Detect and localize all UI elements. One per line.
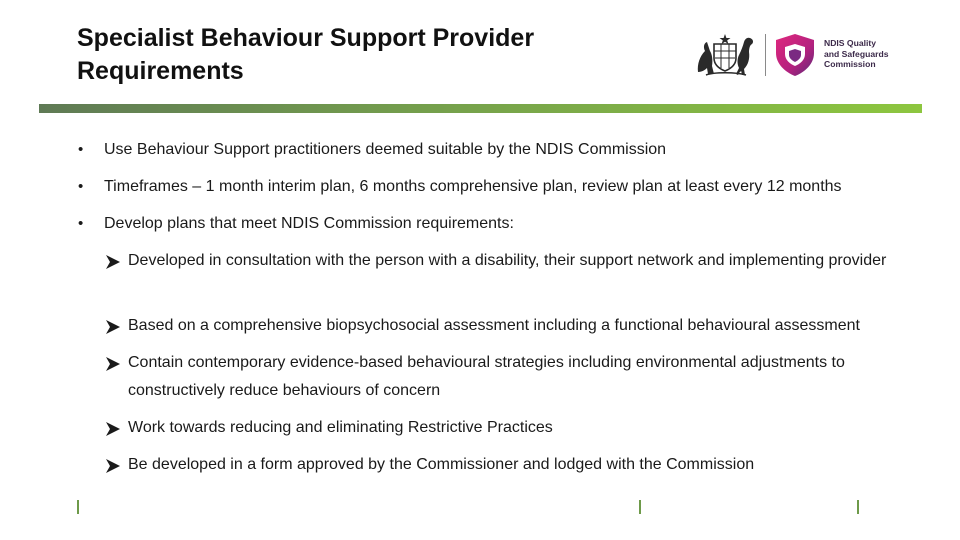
sub-bullet-item [104,247,924,275]
bullet-dot: • [78,178,84,195]
arrow-bullet-icon [104,414,126,442]
arrow-bullet-icon [104,451,126,479]
ndis-wordmark-line-1: NDIS Quality [824,38,877,48]
sub-bullet-item [104,312,924,340]
ndis-wordmark-line-2: and Safeguards [824,48,889,59]
sub-bullet-text: Based on a comprehensive biopsychosocial assessment including a functional behavioural assessment [128,317,860,334]
sub-bullet-text: Contain contemporary evidence-based behavioural strategies including environmental adjustments to constructively reduce behaviours of concern [128,354,845,399]
footer-tick-mark [639,500,641,514]
sub-bullet-item [104,414,924,442]
sub-bullet-text: Work towards reducing and eliminating Restrictive Practices [128,419,553,436]
bullet-text: Use Behaviour Support practitioners deemed suitable by the NDIS Commission [104,141,667,158]
footer-tick-mark [857,500,859,514]
footer-tick-mark [77,500,79,514]
arrow-bullet-icon [104,349,126,377]
slide-title-line-2: Requirements [77,57,244,85]
slide-title-line-1: Specialist Behaviour Support Provider [77,24,535,52]
bullet-dot: • [78,141,84,158]
sub-bullet-item [104,451,924,479]
sub-bullet-text: Be developed in a form approved by the Commissioner and lodged with the Commission [128,456,755,473]
arrow-bullet-icon [104,312,126,340]
arrow-bullet-icon [104,247,126,275]
ndis-wordmark-line-3: Commission [824,59,876,69]
sub-bullet-item [104,349,924,405]
bullet-text: Timeframes – 1 month interim plan, 6 months comprehensive plan, review plan at least every 12 months [104,178,842,195]
bullet-dot: • [78,215,84,232]
sub-bullet-text: Developed in consultation with the person with a disability, their support network and implementing provider [128,252,887,269]
bullet-text: Develop plans that meet NDIS Commission requirements: [104,215,514,232]
